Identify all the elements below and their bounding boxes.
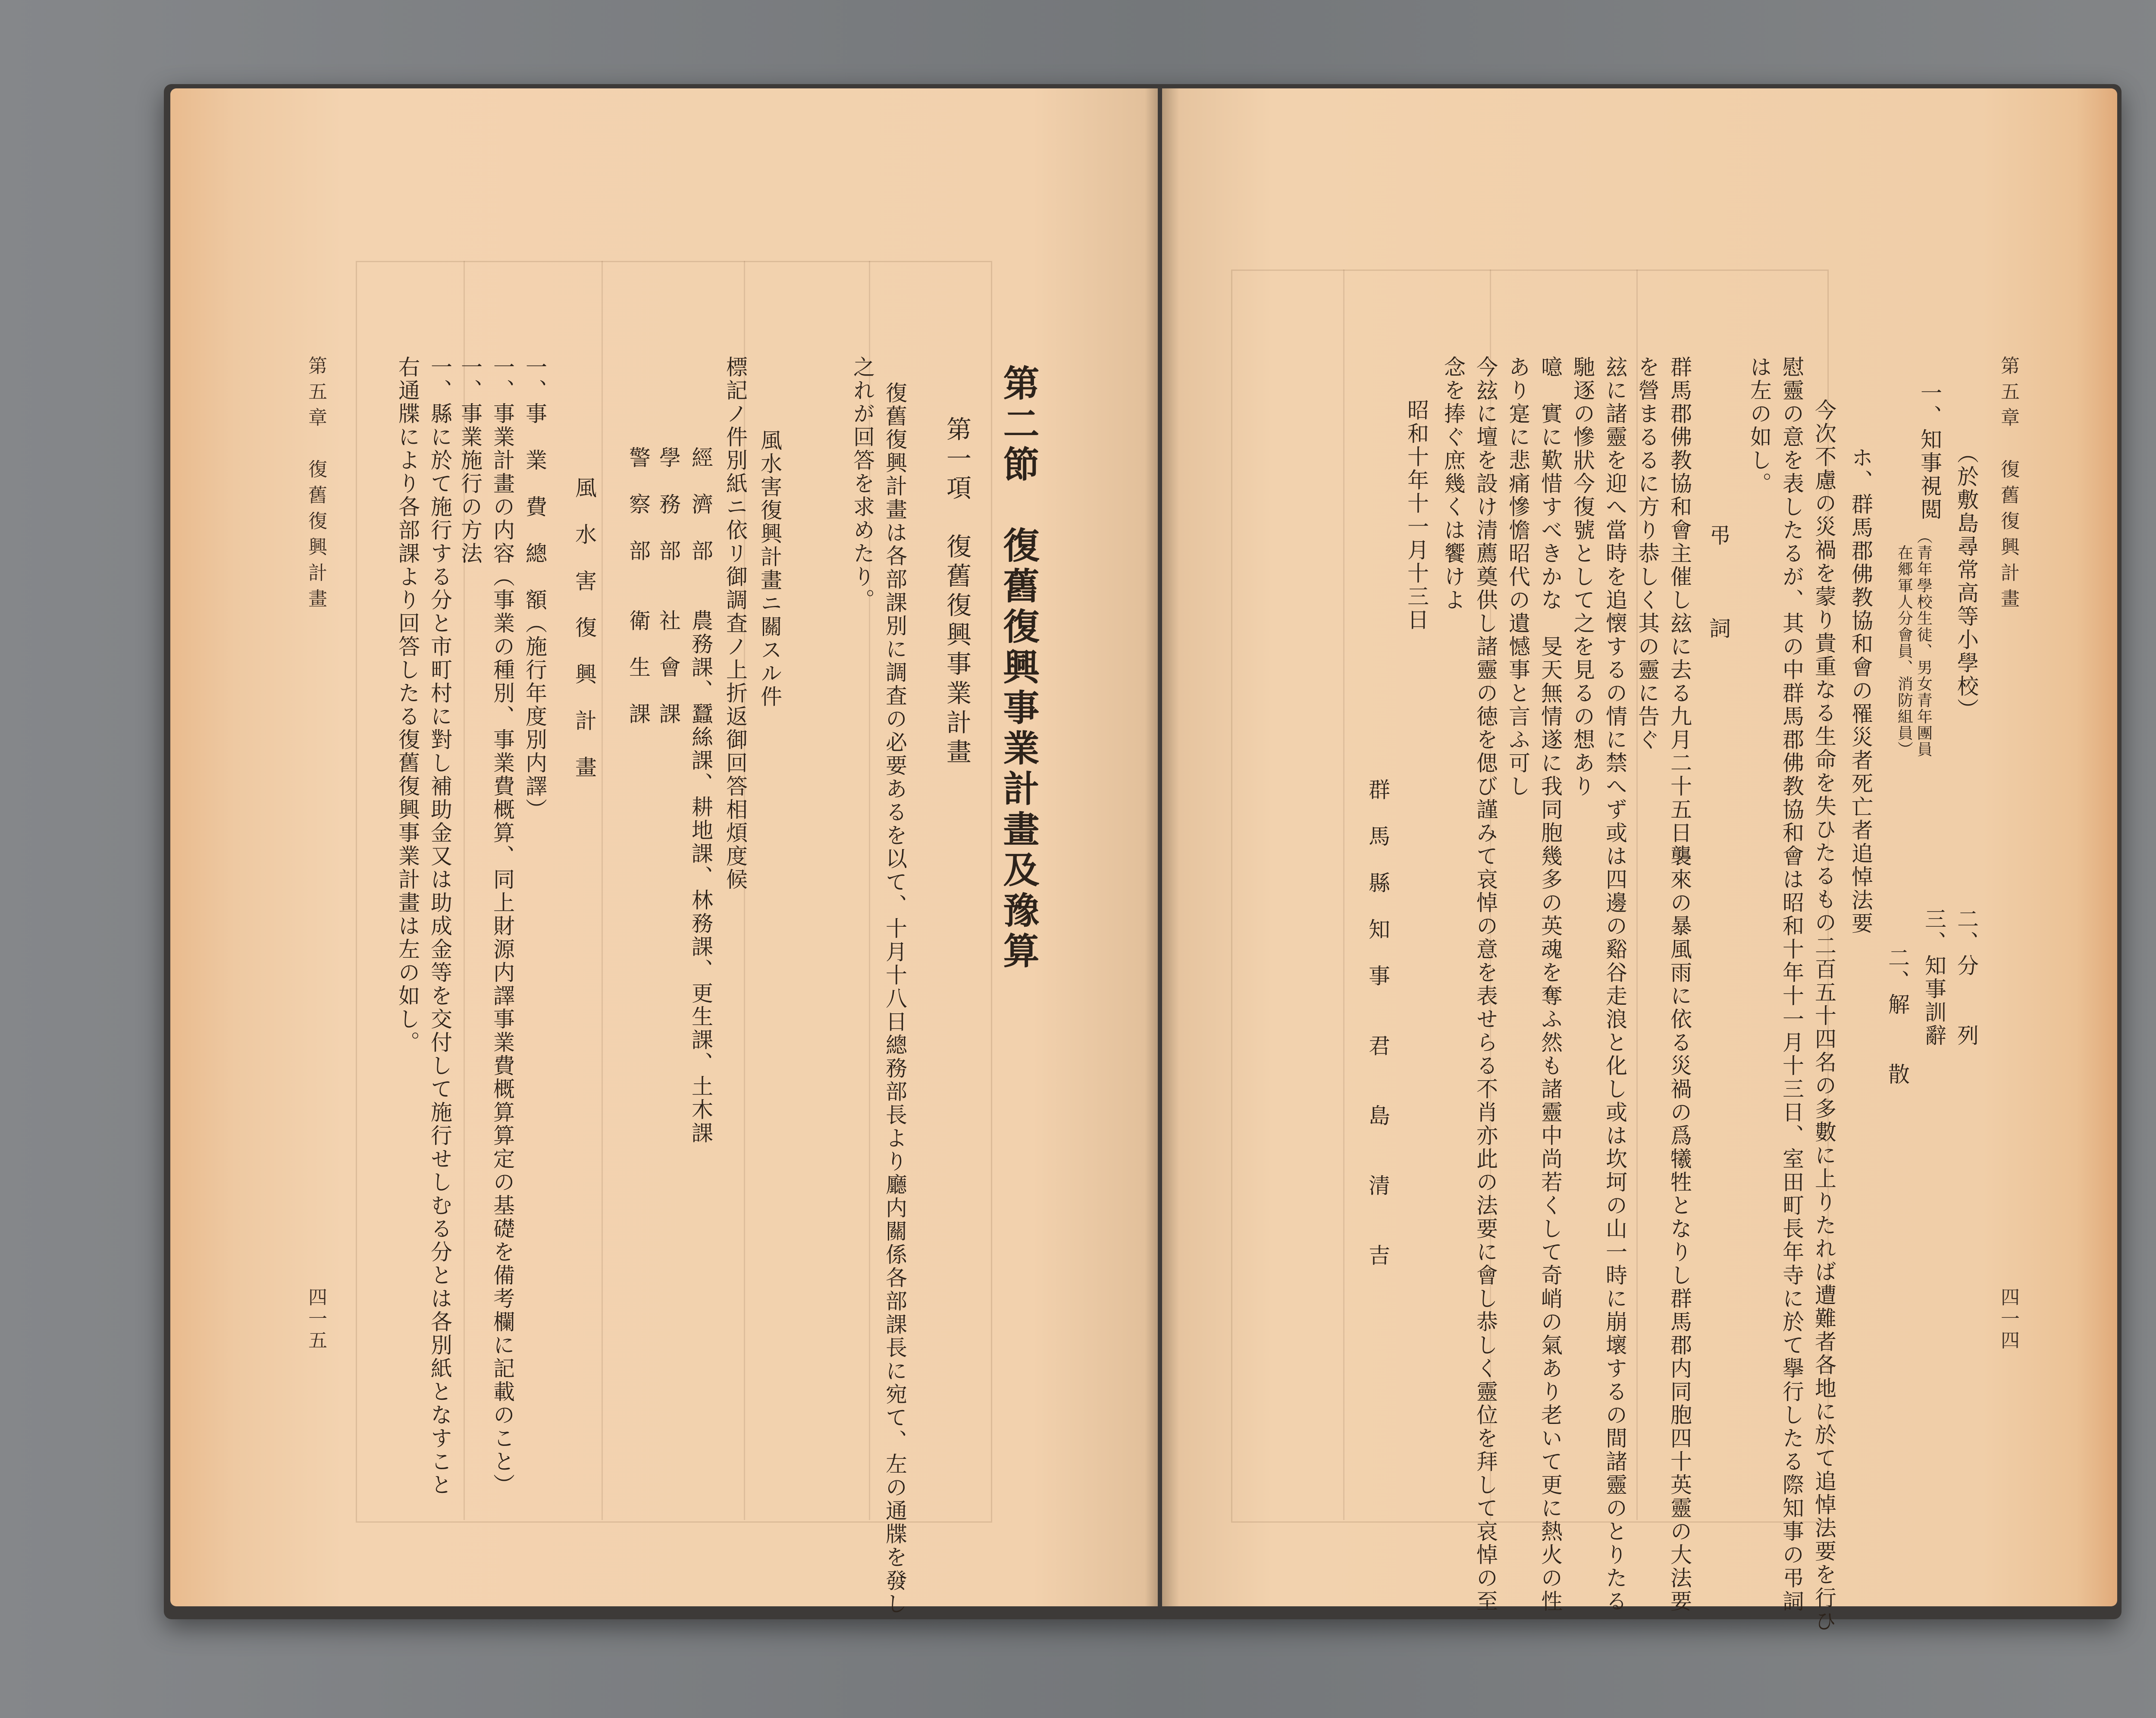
eulogy-line-5: 噫 實に歎惜すべきかな 旻天無情遂に我同胞幾多の英魂を奪ふ然も諸靈中尚若くして奇峭の氣あり老いて更に熱火の性 [1538,356,1563,1613]
eulogy-line-6: あり寔に悲痛慘憺昭代の遺憾事と言ふ可し [1505,356,1530,798]
subsection-title: 第一項 復舊復興事業計畫 [942,416,971,768]
eulogy-line-7: 今玆に壇を設け清薦奠供し諸靈の徳を偲び謹みて哀悼の意を表せらる不肖亦此の法要に會し恭しく靈位を拜して哀悼の至 [1473,356,1498,1613]
page-number: 四一四 [1997,1287,2019,1352]
notice-title: 風水害復興計畫ニ關スル件 [757,429,782,709]
running-header: 第五章 復舊復興計畫 [1997,356,2019,614]
right-page [1162,88,2117,1633]
eulogy-line-2: を營まるるに方り恭しく其の靈に告ぐ [1635,356,1660,752]
eulogy-signature: 群 馬 縣 知 事 君 島 清 吉 [1365,778,1390,1267]
eulogy-line-1: 群馬郡佛教協和會主催し玆に去る九月二十五日襲來の暴風雨に依る災禍の爲犧牲となりし群馬郡内同胞四十英靈の大法要 [1667,356,1692,1613]
program-item-4: 二、解 散 [1885,947,1910,1086]
eulogy-line-4: 馳逐の慘狀今復號として之を見るの想あり [1570,356,1595,798]
form-item-2: 一、事業計畫の内容（事業の種別、事業費概算、同上財源内譯事業費概算算定の基礎を備考欄に記載のこと） [490,356,515,1497]
intro-paragraph-line-1: 復舊復興計畫は各部課別に調査の必要あるを以て、十月十八日總務部長より廳内關係各部課長に宛て、左の通牒を發し [882,382,907,1616]
form-item-3: 一、事業施行の方法 [458,356,483,565]
department-police: 警 察 部 衛 生 課 [626,446,651,726]
program-school: （於敷島尋常高等小學校） [1954,442,1979,721]
program-item-1-paren-a: （青年學校生徒、男女青年團員 [1915,528,1933,758]
left-page [170,88,1158,1616]
running-header: 第五章 復舊復興計畫 [305,356,327,614]
memorial-heading: ホ、群馬郡佛教協和會の罹災者死亡者追悼法要 [1848,446,1873,935]
program-item-3: 三、知事訓辭 [1921,908,1946,1047]
intro-paragraph-line-2: 之れが回答を求めたり。 [850,356,875,612]
page-number: 四一五 [305,1287,327,1352]
department-economy: 經 濟 部 農務課、蠶絲課、耕地課、林務課、更生課、土木課 [688,446,713,1145]
department-education: 學 務 部 社 會 課 [656,446,681,726]
eulogy-date: 昭和十年十一月十三日 [1404,399,1429,632]
show-through-rule [1343,270,1344,1520]
program-item-1-label: 一、知事視閲 [1917,382,1942,521]
memorial-line-2: 慰靈の意を表したるが、其の中群馬郡佛教協和會は昭和十年十一月十三日、室田町長年寺に於て擧行したる際知事の弔詞 [1779,356,1804,1613]
memorial-line-3: は左の如し。 [1747,356,1772,495]
form-item-4: 一、縣に於て施行する分と市町村に對し補助金又は助成金等を交付して施行せしむる分とは各別紙となすこと [427,356,452,1497]
program-item-1-paren-b: 在郷軍人分會員、消防組員） [1895,528,1913,758]
notice-body: 標記ノ件別紙ニ依リ御調査ノ上折返御回答相煩度候 [723,356,748,891]
program-item-2: 二、分 列 [1954,908,1979,1047]
section-title: 第二節 復舊復興事業計畫及豫算 [997,364,1040,972]
show-through-rule [602,261,603,1520]
form-title: 風 水 害 復 興 計 畫 [572,477,597,779]
eulogy-line-3: 玆に諸靈を迎へ當時を追懐するの情に禁へず或は四邊の谿谷走浪と化し或は坎坷の山一時に崩壞するの間諸靈のとりたる [1602,356,1627,1613]
form-item-1: 一、事 業 費 總 額（施行年度別内譯） [522,356,547,821]
memorial-line-1: 今次不慮の災禍を蒙り貴重なる生命を失ひたるもの二百五十四名の多數に上りたれば遭難者各地に於て追悼法要を行ひ [1811,399,1836,1633]
closing-line: 右通牒により各部課より回答したる復舊復興事業計畫は左の如し。 [395,356,420,1054]
eulogy-line-8: 念を捧ぐ庶幾くは饗けよ [1441,356,1466,612]
eulogy-title: 弔 詞 [1706,524,1731,640]
